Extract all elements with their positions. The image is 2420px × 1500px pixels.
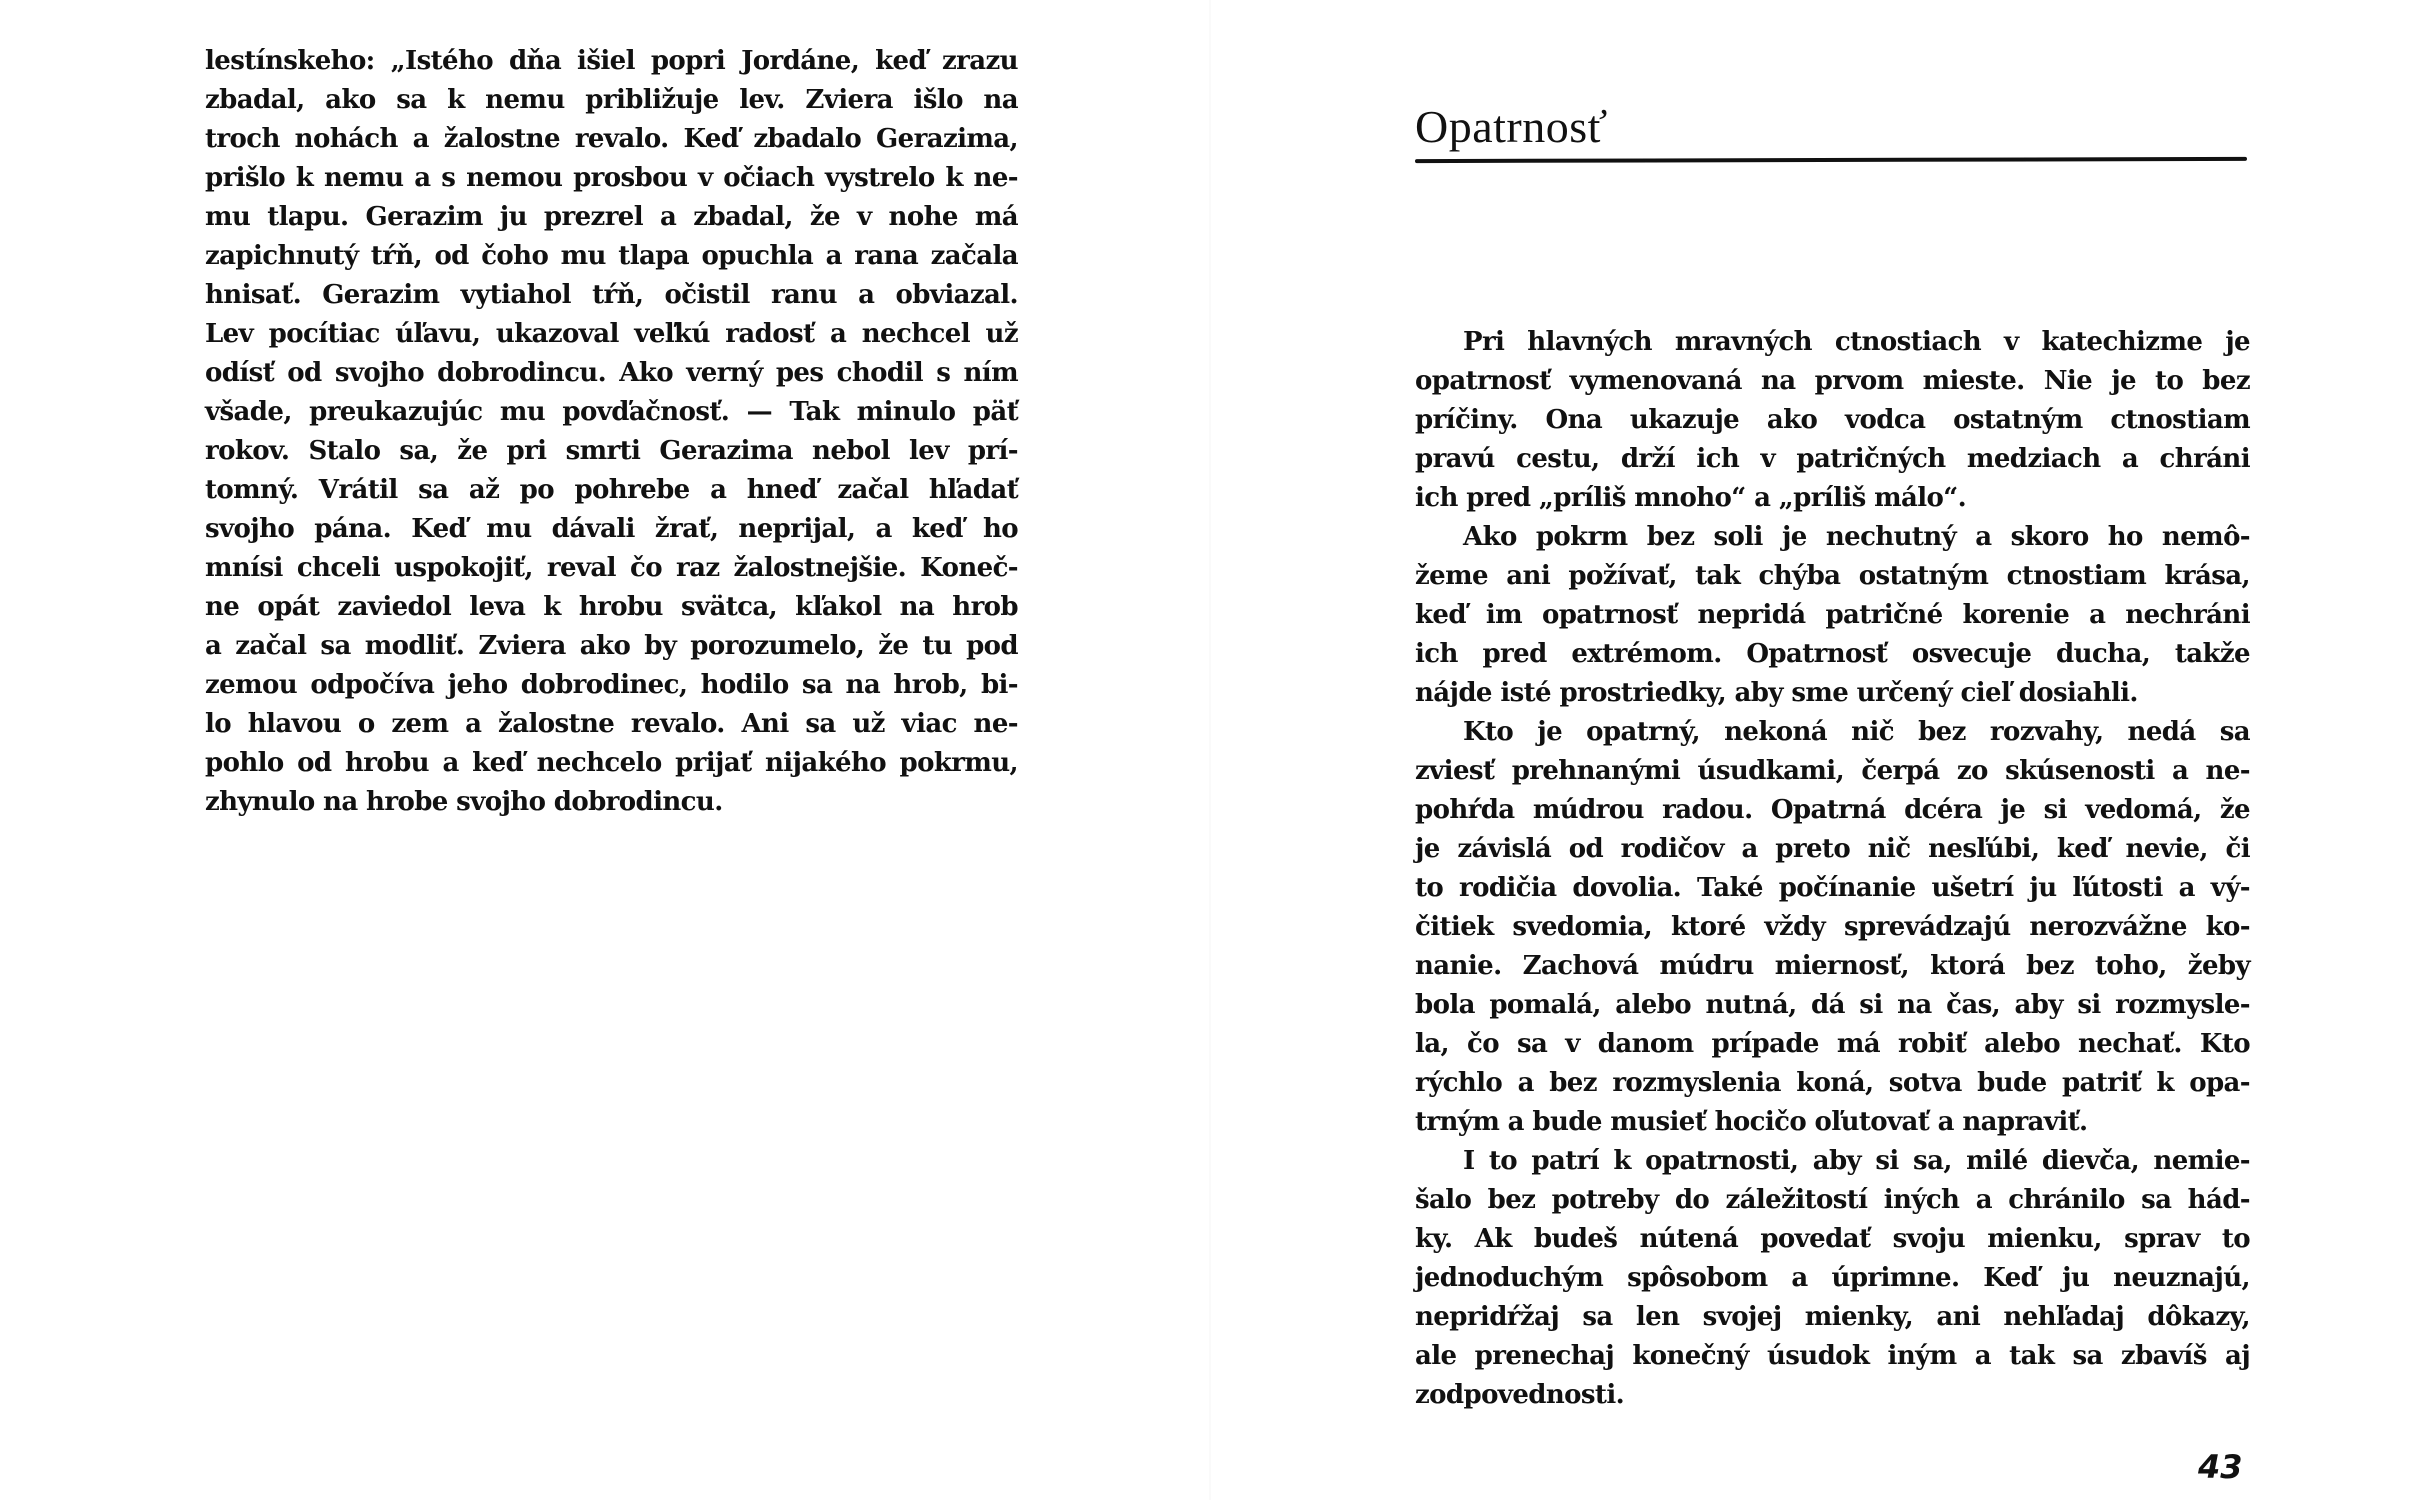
text-line: hnisať. Gerazim vytiahol tŕň, očistil ranu a obviazal. [205,280,1018,310]
text-line: je závislá od rodičov a preto nič nesľúbi, keď nevie, či [1415,834,2250,864]
text-line: zhynulo na hrobe svojho dobrodincu. [205,787,723,817]
text-line: opatrnosť vymenovaná na prvom mieste. Nie je to bez [1415,366,2250,396]
text-line: troch nohách a žalostne revalo. Keď zbadalo Gerazima, [205,124,1018,154]
text-line: zemou odpočíva jeho dobrodinec, hodilo sa na hrob, bi- [205,670,1018,700]
page-number: 43 [2198,1448,2243,1486]
text-line: Pri hlavných mravných ctnostiach v katechizme je [1463,327,2250,357]
paragraph [1415,518,2250,713]
text-line: ky. Ak budeš nútená povedať svoju mienku, sprav to [1415,1224,2250,1254]
text-line: lestínskeho: „Istého dňa išiel popri Jordáne, keď zrazu [205,46,1018,76]
text-line: ich pred extrémom. Opatrnosť osvecuje ducha, takže [1415,639,2250,669]
paragraph [1415,323,2250,518]
paragraph [205,42,1018,822]
text-line: ich pred „príliš mnoho“ a „príliš málo“. [1415,483,1967,513]
text-line: to rodičia dovolia. Také počínanie ušetrí ju ľútosti a vý- [1415,873,2250,903]
text-line: Ako pokrm bez soli je nechutný a skoro ho nemô- [1463,522,2250,552]
text-line: mnísi chceli uspokojiť, reval čo raz žalostnejšie. Koneč- [205,553,1018,583]
text-line: lo hlavou o zem a žalostne revalo. Ani sa už viac ne- [205,709,1018,739]
text-line: prišlo k nemu a s nemou prosbou v očiach vystrelo k ne- [205,163,1018,193]
text-line: trným a bude musieť hocičo oľutovať a napraviť. [1415,1107,2088,1137]
text-line: žeme ani požívať, tak chýba ostatným ctnostiam krása, [1415,561,2250,591]
text-line: zbadal, ako sa k nemu približuje lev. Zviera išlo na [205,85,1018,115]
text-line: nájde isté prostriedky, aby sme určený cieľ dosiahli. [1415,678,2138,708]
text-line: ne opát zaviedol leva k hrobu svätca, kľakol na hrob [205,592,1018,622]
text-line: čitiek svedomia, ktoré vždy sprevádzajú nerozvážne ko- [1415,912,2250,942]
text-line: všade, preukazujúc mu povďačnosť. — Tak minulo päť [205,397,1018,427]
paragraph [1415,713,2250,1142]
text-line: pohŕda múdrou radou. Opatrná dcéra je si vedomá, že [1415,795,2250,825]
text-line: bola pomalá, alebo nutná, dá si na čas, aby si rozmysle- [1415,990,2250,1020]
paragraph [1415,1142,2250,1415]
book-gutter [1209,0,1211,1500]
text-line: mu tlapu. Gerazim ju prezrel a zbadal, že v nohe má [205,202,1018,232]
text-line: šalo bez potreby do záležitostí iných a chránilo sa hád- [1415,1185,2250,1215]
chapter-title: Opatrnosť [1415,101,1608,152]
right-page-text [1415,323,2250,1415]
text-line: la, čo sa v danom prípade má robiť alebo nechať. Kto [1415,1029,2250,1059]
text-line: keď im opatrnosť nepridá patričné korenie a nechráni [1415,600,2250,630]
text-line: príčiny. Ona ukazuje ako vodca ostatným ctnostiam [1415,405,2250,435]
text-line: pohlo od hrobu a keď nechcelo prijať nijakého pokrmu, [205,748,1018,778]
text-line: a začal sa modliť. Zviera ako by porozumelo, že tu pod [205,631,1018,661]
text-line: tomný. Vrátil sa až po pohrebe a hneď začal hľadať [205,475,1018,505]
text-line: odísť od svojho dobrodincu. Ako verný pes chodil s ním [205,358,1018,388]
text-line: Kto je opatrný, nekoná nič bez rozvahy, nedá sa [1463,717,2250,747]
text-line: svojho pána. Keď mu dávali žrať, neprijal, a keď ho [205,514,1018,544]
left-page-text [205,42,1018,822]
text-line: nepridŕžaj sa len svojej mienky, ani nehľadaj dôkazy, [1415,1302,2250,1332]
text-line: pravú cestu, drží ich v patričných medziach a chráni [1415,444,2250,474]
text-line: rýchlo a bez rozmyslenia koná, sotva bude patriť k opa- [1415,1068,2250,1098]
text-line: jednoduchým spôsobom a úprimne. Keď ju neuznajú, [1415,1263,2250,1293]
text-line: zviesť prehnanými úsudkami, čerpá zo skúsenosti a ne- [1415,756,2250,786]
text-line: zapichnutý tŕň, od čoho mu tlapa opuchla a rana začala [205,241,1018,271]
text-line: I to patrí k opatrnosti, aby si sa, milé dievča, nemie- [1463,1146,2250,1176]
text-line: ale prenechaj konečný úsudok iným a tak sa zbavíš aj [1415,1341,2250,1371]
text-line: zodpovednosti. [1415,1380,1625,1410]
text-line: nanie. Zachová múdru miernosť, ktorá bez toho, žeby [1415,951,2250,981]
text-line: rokov. Stalo sa, že pri smrti Gerazima nebol lev prí- [205,436,1018,466]
text-line: Lev pocítiac úľavu, ukazoval veľkú radosť a nechcel už [205,319,1018,349]
